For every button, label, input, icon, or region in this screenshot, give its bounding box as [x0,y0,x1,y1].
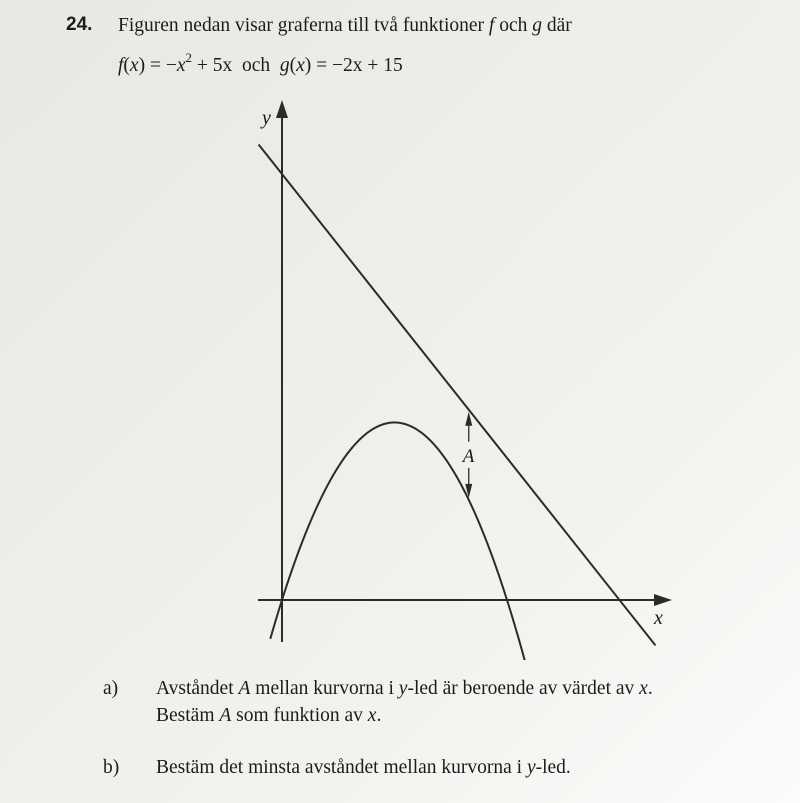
y-axis-arrow-icon [276,100,288,118]
question-a-label: a) [103,678,119,699]
question-a-line2: Bestäm A som funktion av x. [156,705,382,726]
problem-number: 24. [66,14,93,35]
y-axis [276,100,288,642]
x-axis-arrow-icon [654,594,672,606]
question-a-line1: Avståndet A mellan kurvorna i y-led är beroende av värdet av x. [156,678,653,699]
question-b-label: b) [103,757,120,778]
problem-intro: Figuren nedan visar graferna till två funktioner f och g där [118,15,572,36]
x-axis-label: x [654,607,663,629]
y-axis-label: y [262,107,271,129]
distance-label: A [462,445,475,467]
question-b-line1: Bestäm det minsta avståndet mellan kurvorna i y-led. [156,757,571,778]
parabola-f [270,423,529,661]
problem-formula: $f(x) = -x^2 + 5x$ och g(x) = −2x + 15 [118,50,403,76]
x-axis [258,594,672,606]
line-g [259,144,656,645]
